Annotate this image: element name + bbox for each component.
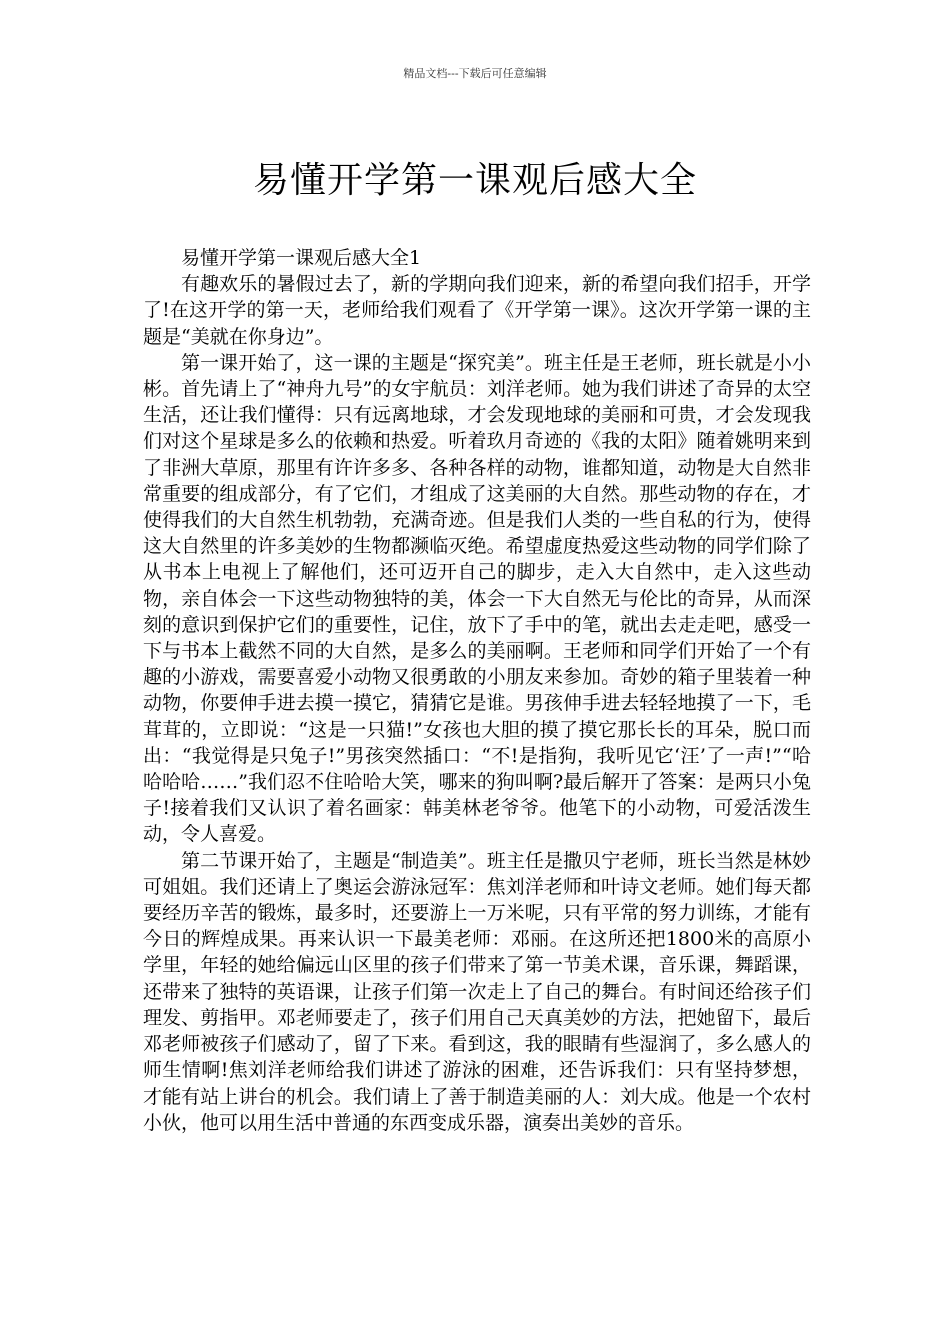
document-title: 易懂开学第一课观后感大全 xyxy=(252,160,697,202)
paragraph-intro: 有趣欢乐的暑假过去了，新的学期向我们迎来，新的希望向我们招手，开学了!在这开学的第一天，老师给我们观看了《开学第一课》。这次开学第一课的主题是“美就在你身边”。 xyxy=(143,273,811,348)
section-subtitle: 易懂开学第一课观后感大全1 xyxy=(181,247,422,269)
paragraph-lesson-one: 第一课开始了，这一课的主题是“探究美”。班主任是王老师，班长就是小小彬。首先请上了“神舟九号”的女宇航员：刘洋老师。她为我们讲述了奇异的太空生活，还让我们懂得：只有远离地球，才会发现地球的美丽和可贵，才会发现我们对这个星球是多么的依赖和热爱。听着玖月奇迹的《我的太阳》随着姚明来到了非洲大草原，那里有许许多多、各种各样的动物，谁都知道，动物是大自然非常重要的组成部分，有了它们，才组成了这美丽的大自然。那些动物的存在，才使得我们的大自然生机勃勃，充满奇迹。但是我们人类的一些自私的行为，使得这大自然里的许多美妙的生物都濒临灭绝。希望虚度热爱这些动物的同学们除了从书本上电视上了解他们，还可迈开自己的脚步，走入大自然中，走入这些动物，亲自体会一下这些动物独特的美，体会一下大自然无与伦比的奇异，从而深刻的意识到保护它们的重要性，记住，放下了手中的笔，就出去走走吧，感受一下与书本上截然不同的大自然，是多么的美丽啊。王老师和同学们开始了一个有趣的小游戏，需要喜爱小动物又很勇敢的小朋友来参加。奇妙的箱子里装着一种动物，你要伸手进去摸一摸它，猜猜它是谁。男孩伸手进去轻轻地摸了一下，毛茸茸的，立即说：“这是一只猫!”女孩也大胆的摸了摸它那长长的耳朵，脱口而出：“我觉得是只兔子!”男孩突然插口：“不!是指狗，我听见它‘汪’了一声!”“哈哈哈哈……”我们忍不住哈哈大笑，哪来的狗叫啊?最后解开了答案：是两只小兔子!接着我们又认识了着名画家：韩美林老爷爷。他笔下的小动物，可爱活泼生动，令人喜爱。 xyxy=(143,351,811,846)
header-note: 精品文档---下载后可任意编辑 xyxy=(403,67,547,80)
paragraph-lesson-two: 第二节课开始了，主题是“制造美”。班主任是撒贝宁老师，班长当然是林妙可姐姐。我们还请上了奥运会游泳冠军：焦刘洋老师和叶诗文老师。她们每天都要经历辛苦的锻炼，最多时，还要游上一万米呢，只有平常的努力训练，才能有今日的辉煌成果。再来认识一下最美老师：邓丽。在这所还把1800米的高原小学里，年轻的她给偏远山区里的孩子们带来了第一节美术课，音乐课，舞蹈课，还带来了独特的英语课，让孩子们第一次走上了自己的舞台。有时间还给孩子们理发、剪指甲。邓老师要走了，孩子们用自己天真美妙的方法，把她留下，最后邓老师被孩子们感动了，留了下来。看到这，我的眼睛有些湿润了，多么感人的师生情啊!焦刘洋老师给我们讲述了游泳的困难，还告诉我们：只有坚持梦想，才能有站上讲台的机会。我们请上了善于制造美丽的人：刘大成。他是一个农村小伙，他可以用生活中普通的东西变成乐器，演奏出美妙的音乐。 xyxy=(143,849,811,1134)
document-body xyxy=(143,245,811,1136)
